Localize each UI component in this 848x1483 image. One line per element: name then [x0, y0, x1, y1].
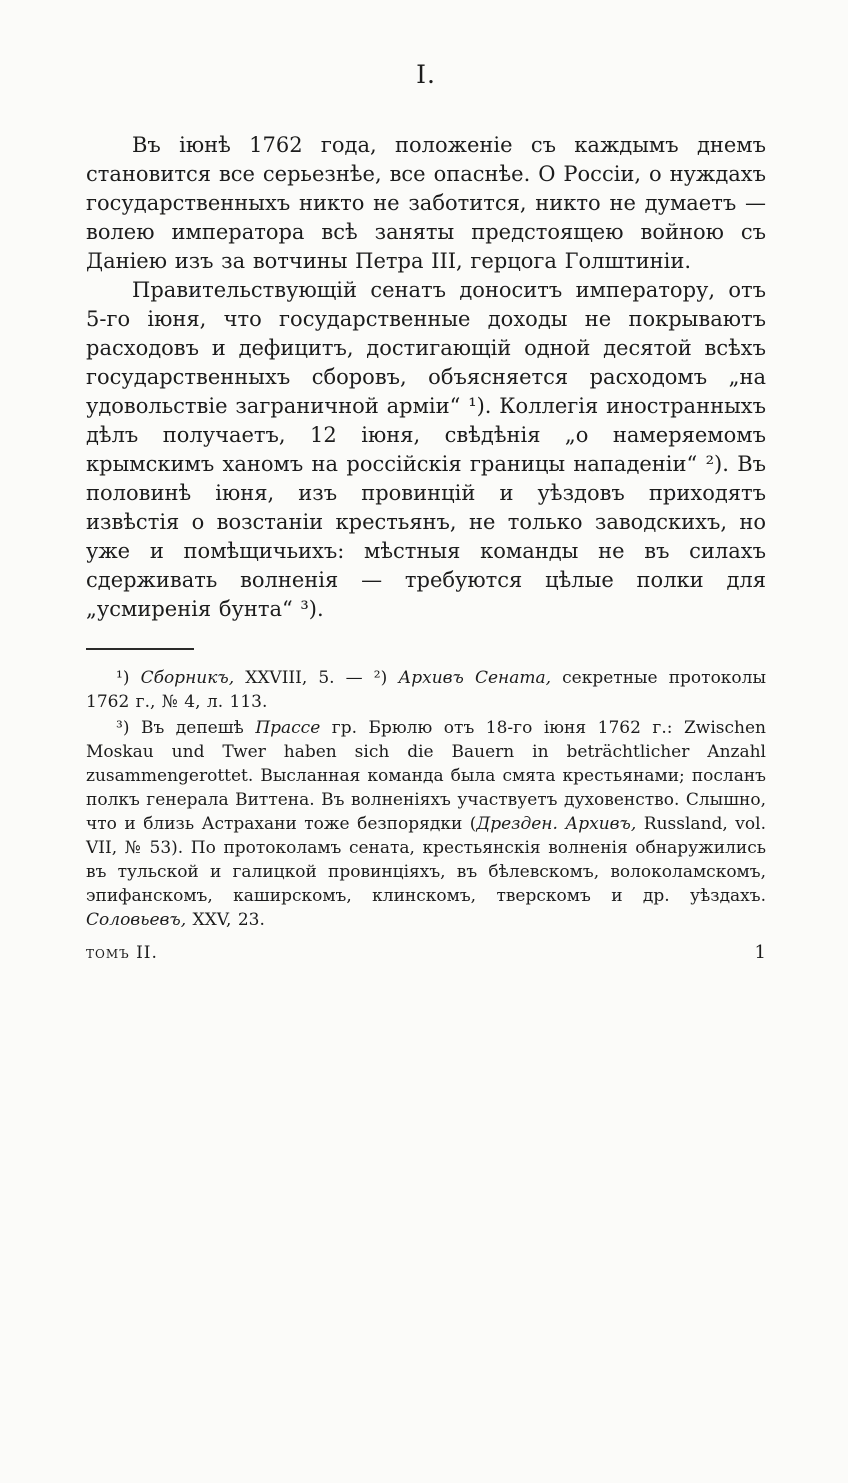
- body-text: [86, 131, 766, 624]
- footnote-2: ³) Въ депешѣ Прассе гр. Брюлю отъ 18-го іюня 1762 г.: Zwischen Moskau und Twer haben sich die Bauern in beträchtlicher Anzahl zusammengerottet. Высланная команда была смята крестьянами; посланъ полкъ генерала Виттена. Въ волненіяхъ участвуетъ духовенство. Слышно, что и близь Астрахани тоже безпорядки (Дрезден. Архивъ, Russland, vol. VII, № 53). По протоколамъ сената, крестьянскія волненія обнаружились въ тульской и галицкой провинціяхъ, въ бѣлевскомъ, волоколамскомъ, эпифанскомъ, каширскомъ, клинскомъ, тверскомъ и др. уѣздахъ. Соловьевъ, XXV, 23.: [86, 718, 766, 930]
- volume-label: томъ II.: [86, 943, 158, 963]
- paragraph-1: Въ іюнѣ 1762 года, положеніе съ каждымъ днемъ становится все серьезнѣе, все опаснѣе. О Россіи, о нуждахъ государственныхъ никто не заботится, никто не думаетъ — волею императора всѣ заняты предстоящею войною съ Даніею изъ за вотчины Петра III, герцога Голштиніи.: [86, 133, 766, 273]
- page-footer: [86, 942, 766, 963]
- footnote-1: ¹) Сборникъ, XXVIII, 5. — ²) Архивъ Сената, секретные протоколы 1762 г., № 4, л. 113.: [86, 668, 766, 712]
- paragraph-2: Правительствующій сенатъ доноситъ императору, отъ 5-го іюня, что государственные доходы не покрываютъ расходовъ и дефицитъ, достигающій одной десятой всѣхъ государственныхъ сборовъ, объясняется расходомъ „на удовольствіе заграничной арміи“ ¹). Коллегія иностранныхъ дѣлъ получаетъ, 12 іюня, свѣдѣнія „о намеряемомъ крымскимъ ханомъ на россійскія границы нападеніи“ ²). Въ половинѣ іюня, изъ провинцій и уѣздовъ приходятъ извѣстія о возстаніи крестьянъ, не только заводскихъ, но уже и помѣщичьихъ: мѣстныя команды не въ силахъ сдерживать волненія — требуются цѣлые полки для „усмиренія бунта“ ³).: [86, 278, 766, 621]
- chapter-heading: I.: [416, 60, 436, 89]
- page-number: 1: [754, 942, 766, 963]
- footnote-separator-rule: [86, 648, 194, 650]
- footnotes-section: [86, 666, 766, 932]
